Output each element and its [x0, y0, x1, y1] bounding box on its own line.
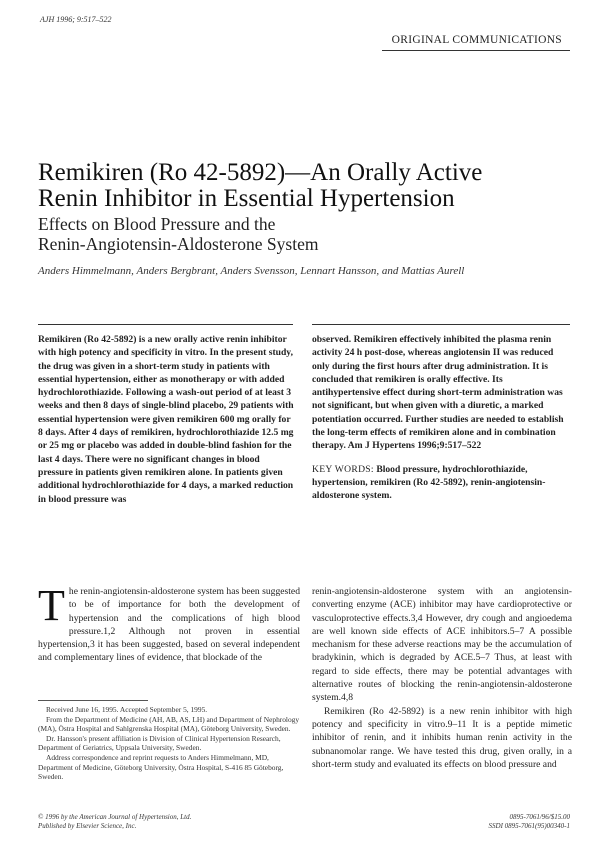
copyright-notice — [38, 813, 318, 831]
footnote-affiliation: From the Department of Medicine (AH, AB, AS, LH) and Department of Nephrology (MA), Östra Hospital and Sahlgrenska Hospital (MA), Göteborg University, Sweden. — [38, 714, 300, 734]
footnote-address: Address correspondence and reprint requests to Anders Himmelmann, MD, Department of Medicine, Göteborg University, Östra Hospital, S-416 85 Göteborg, Sweden. — [38, 752, 284, 782]
article-title — [38, 160, 578, 212]
footnote-received: Received June 16, 1995. Accepted September 5, 1995. — [46, 705, 208, 714]
footnote-rule — [38, 700, 148, 701]
body-left-column — [38, 581, 300, 665]
subtitle-line-2: Renin-Angiotensin-Aldosterone System — [38, 234, 319, 254]
subtitle-line-1: Effects on Blood Pressure and the — [38, 214, 276, 234]
title-line-1: Remikiren (Ro 42-5892)—An Orally Active — [38, 159, 483, 186]
abstract-text-right: observed. Remikiren effectively inhibited the plasma renin activity 24 h post-dose, whereas angiotensin II was reduced only during the first hours after drug administration. It is concluded that remikiren is orally effective. Its antihypertensive effect during short-term administration was not significant, but when given with a diuretic, a marked potentiation occurred. Further studies are needed to establish the long-term effects of remikiren alone and in combination therapy. Am J Hypertens 1996;9:517–522 — [312, 334, 564, 452]
abstract-text-left: Remikiren (Ro 42-5892) is a new orally active renin inhibitor with high potency and specificity in vitro. In the present study, the drug was given in a short-term study in patients with essential hypertension, either as monotherapy or with added hydrochlorothiazide. Following a wash-out period of at least 3 weeks and then 8 days of single-blind placebo, 29 patients with essential hypertension were given remikiren 600 mg orally for 8 days. After 4 days of remikiren, hydrochlorothiazide 12.5 mg or 25 mg or placebo was added in double-blind fashion for the last 4 days. There were no significant changes in blood pressure in patients given remikiren alone. In patients given additional hydrochlorothiazide for 4 days, a marked reduction in blood pressure was — [38, 334, 294, 505]
keywords-label: KEY WORDS: — [312, 463, 374, 475]
copyright-line-2: Published by Elsevier Science, Inc. — [38, 822, 137, 830]
issn-line-2: SSDI 0895-7061(95)00340-1 — [488, 822, 570, 830]
abstract-rule-left — [38, 324, 293, 325]
keywords — [312, 463, 570, 503]
body-right-column — [312, 585, 572, 771]
drop-cap: T — [38, 581, 65, 630]
intro-paragraph — [38, 581, 300, 665]
intro-text: he renin-angiotensin-aldosterone system has been suggested to be of importance for both the development of hypertension and the complications of high blood pressure.1,2 Although not proven in essential hypertension,3 it has been suggested, based on several independent and complementary lines of evidence, that blockade of the — [38, 586, 300, 664]
abstract-right-column — [312, 333, 570, 503]
author-list: Anders Himmelmann, Anders Bergbrant, Anders Svensson, Lennart Hansson, and Mattias Aurell — [38, 265, 465, 277]
section-label: ORIGINAL COMMUNICATIONS — [391, 34, 562, 46]
abstract-left-column — [38, 333, 296, 506]
issn-line-1: 0895-7061/96/$15.00 — [509, 813, 570, 821]
body-paragraph-1: renin-angiotensin-aldosterone system with an angiotensin-converting enzyme (ACE) inhibitor may have cardioprotective or vasculoprotective effects.3,4 However, dry cough and angioedema are well known side effects of ACE inhibitors.5–7 A possible mechanism for these adverse reactions may be the accumulation of bradykinin, which is degraded by ACE.5–7 Thus, at least with regard to side effects, there may be potential advantages with alternative routes of blocking the renin-angiotensin-aldosterone system.4,8 — [312, 586, 572, 704]
issn-block — [380, 813, 570, 831]
footnote-present-affiliation: Dr. Hansson's present affiliation is Division of Clinical Hypertension Research, Department of Geriatrics, Uppsala University, Sweden. — [38, 733, 281, 753]
article-subtitle — [38, 214, 578, 254]
copyright-line-1: © 1996 by the American Journal of Hypertension, Ltd. — [38, 813, 192, 821]
header-rule — [382, 50, 570, 51]
body-paragraph-2: Remikiren (Ro 42-5892) is a new renin inhibitor with high potency and specificity in vitro.9–11 It is a peptide mimetic inhibitor of renin, and it inhibits human renin activity in the subnanomolar range. We have tested this drug, given orally, in a short-term study and evaluated its effects on blood pressure and — [312, 705, 572, 770]
abstract-rule-right — [312, 324, 570, 325]
keywords-text: Blood pressure, hydrochlorothiazide, hypertension, remikiren (Ro 42-5892), renin-angiotensin-aldosterone system. — [312, 463, 546, 502]
footnotes — [38, 705, 300, 782]
title-line-2: Renin Inhibitor in Essential Hypertension — [38, 185, 455, 212]
running-head: AJH 1996; 9:517–522 — [40, 15, 112, 24]
